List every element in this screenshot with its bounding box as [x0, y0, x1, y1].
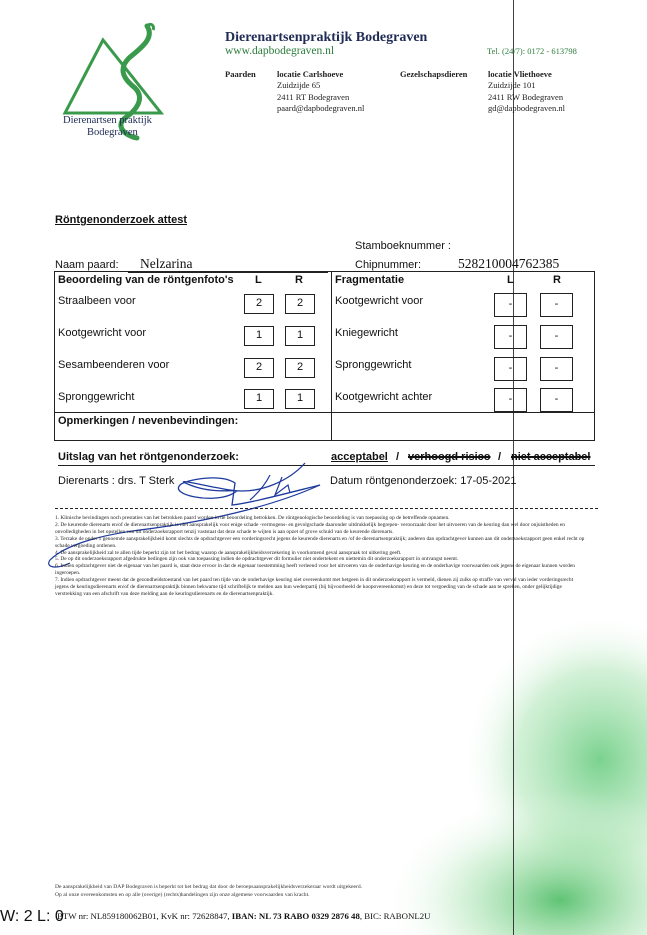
frag-kniegewricht-label: Kniegewricht	[335, 327, 398, 339]
right-col-r-header: R	[553, 274, 561, 286]
document-title: Röntgenonderzoek attest	[55, 214, 188, 226]
location-horses-category: Paarden	[225, 69, 256, 79]
frag-kootgewricht-voor-r: -	[540, 293, 573, 317]
right-table-header: Fragmentatie	[335, 274, 405, 286]
stamboek-label: Stamboeknummer :	[355, 240, 451, 252]
location-pets-email: gd@dapbodegraven.nl	[488, 102, 565, 113]
result-option-elevated: verhoogd risico	[408, 451, 491, 463]
location-pets-street: Zuidzijde 101	[488, 80, 536, 91]
scan-stray-text: W: 2 L: 0	[0, 908, 64, 925]
term-5: 5. De op dit onderzoeksrapport afgedrukte bedingen zijn ook van toepassing indien de opdrachtgever dit formulier niet ondertekent en niettemin dit onderzoeksrapport in ontvangst neemt.	[55, 556, 459, 563]
remarks-label: Opmerkingen / nevenbevindingen:	[58, 415, 239, 427]
footer-liability-line1: De aansprakelijkheid van DAP Bodegraven is beperkt tot het bedrag dat door de beroepsaansprakelijkheidsverzekeraar wordt uitgekeerd.	[55, 884, 363, 890]
result-separator-1: /	[396, 451, 400, 463]
footer-bic: , BIC: RABONL2U	[359, 911, 431, 921]
scan-fold-line	[513, 0, 514, 935]
logo-text-line1: Dierenartsen praktijk	[63, 115, 152, 126]
term-7: 7. Indien opdrachtgever meent dat de gezondheidstoestand van het paard ten tijde van de onderhavige keuring niet overeenkomt met hetgeen in dit onderzoekrapport is vermeld, dienen zij zulks op straffe van verval van ieder vorderingsrecht jegens de keuringsdierenarts en/of de dierenartsenpraktijk binnen bekwame tijd schriftelijk te melden aan hun wederpartij (bij bijvoorbeeld de koopovereenkomst) en deze tot vergoeding van de schade aan te spreken, onder gelijktijdige verstrekking van een afschrift van deze melding aan de keuringsdierenarts en de dierenartsenpraktijk.	[55, 577, 574, 597]
location-horses	[277, 69, 364, 114]
location-pets-city: 2411 RW Bodegraven	[488, 91, 564, 102]
right-col-l-header: L	[507, 274, 514, 286]
row-sesambeenderen-voor-l: 2	[244, 358, 274, 378]
row-spronggewricht-label: Spronggewricht	[58, 391, 135, 403]
result-option-not-accepted: niet acceptabel	[511, 451, 591, 463]
row-sesambeenderen-voor-label: Sesambeenderen voor	[58, 359, 170, 371]
frag-spronggewricht-label: Spronggewricht	[335, 359, 412, 371]
location-pets-category: Gezelschapsdieren	[400, 69, 468, 79]
frag-kootgewricht-achter-l: -	[494, 388, 527, 412]
row-straalbeen-voor-r: 2	[285, 294, 315, 314]
company-phone: Tel. (24/7): 0172 - 613798	[487, 46, 577, 56]
row-kootgewricht-voor-label: Kootgewricht voor	[58, 327, 147, 339]
term-1: 1. Klinische bevindingen noch prestaties van het betrokken paard worden in de beoordeling betrokken. De röntgenologische beoordeling is van toepassing op de betreffende opnamen.	[55, 515, 450, 521]
vet-label: Dierenarts : drs. T Sterk	[58, 475, 175, 487]
location-horses-street: Zuidzijde 65	[277, 80, 321, 91]
row-kootgewricht-voor-r: 1	[285, 326, 315, 346]
left-col-l-header: L	[255, 274, 262, 286]
frag-kootgewricht-achter-label: Kootgewricht achter	[335, 391, 433, 403]
frag-kootgewricht-voor-label: Kootgewricht voor	[335, 295, 424, 307]
footer-iban: IBAN: NL 73 RABO 0329 2876 48	[231, 911, 360, 921]
horse-name: Nelzarina	[140, 256, 193, 271]
xray-date: Datum röntgenonderzoek: 17-05-2021	[330, 475, 517, 487]
footer-registration	[57, 911, 430, 921]
row-spronggewricht-l: 1	[244, 389, 274, 409]
row-straalbeen-voor-l: 2	[244, 294, 274, 314]
term-6: 6. Indien opdrachtgever niet de eigenaar van het paard is, staat deze ervoor in dat de eigenaar toestemming heeft verleend voor het uitvoeren van de onderhavige keuring en de onderhavige voorwaarden ook jegens de eigenaar kunnen worden ingeroepen.	[55, 563, 575, 577]
frag-spronggewricht-l: -	[494, 357, 527, 381]
row-spronggewricht-r: 1	[285, 389, 315, 409]
location-horses-email: paard@dapbodegraven.nl	[277, 102, 365, 113]
result-label: Uitslag van het röntgenonderzoek:	[58, 451, 239, 463]
terms-list	[55, 515, 585, 598]
footer-liability-line2: Op al onze overeenkomsten en op alle (overige) (rechts)handelingen zijn onze algemene voorwaarden van kracht.	[55, 891, 310, 898]
result-option-accepted: acceptabel	[331, 451, 388, 463]
left-table-header: Beoordeling van de röntgenfoto's	[58, 274, 234, 286]
footer-registration-prefix: BTW nr: NL859180062B01, KvK nr: 72628847,	[57, 911, 230, 921]
xray-assessment-table	[54, 271, 595, 441]
frag-kniegewricht-l: -	[494, 325, 527, 349]
location-pets-name: locatie Vliethoeve	[488, 69, 552, 79]
term-3: 3. Terzake de onder 1 genoemde aansprakelijkheid komt slechts de opdrachtgever een vorderingsrecht jegens de keurende dierenarts en /of de dierenartsenpraktijk; anderen dan opdrachtgever kunnen aan dit onderzoeksrapport geen enkel recht op schade vergoeding ontlenen.	[55, 535, 585, 549]
tear-off-dashed-rule	[55, 508, 598, 509]
result-separator-2: /	[498, 451, 502, 463]
company-website: www.dapbodegraven.nl	[225, 45, 335, 57]
location-horses-city: 2411 RT Bodegraven	[277, 91, 350, 102]
frag-kniegewricht-r: -	[540, 325, 573, 349]
location-pets	[488, 69, 565, 114]
table-remarks-divider	[55, 412, 594, 413]
location-horses-name: locatie Carlshoeve	[277, 69, 344, 79]
table-vertical-divider	[331, 272, 332, 440]
footer-liability	[55, 884, 575, 899]
horse-name-label: Naam paard:	[55, 259, 119, 271]
company-logo	[55, 18, 205, 153]
frag-kootgewricht-achter-r: -	[540, 388, 573, 412]
logo-text-line2: Bodegraven	[87, 127, 138, 138]
row-sesambeenderen-voor-r: 2	[285, 358, 315, 378]
row-kootgewricht-voor-l: 1	[244, 326, 274, 346]
term-4: 4. De aansprakelijkheid zal te allen tijde beperkt zijn tot het bedrag waarop de aansprakelijkheidsverzekering in voorkomend geval aanspraak tot uitkering geeft.	[55, 549, 402, 556]
company-name: Dierenartsenpraktijk Bodegraven	[225, 30, 428, 45]
frag-kootgewricht-voor-l: -	[494, 293, 527, 317]
chip-label: Chipnummer:	[355, 259, 422, 271]
row-straalbeen-voor-label: Straalbeen voor	[58, 295, 136, 307]
chip-number: 528210004762385	[458, 256, 560, 271]
left-col-r-header: R	[295, 274, 303, 286]
frag-spronggewricht-r: -	[540, 357, 573, 381]
term-2: 2. De keurende dierenarts en/of de dierenartsenpraktijk is niet aansprakelijk voor enige schade -vermogens- en gevolgschade daaronder uitdrukkelijk begrepen- veroorzaakt door het uitvoeren van de keuring dan wel door onjuistheden en onvolledigheden in het opstellen van dit onderzoeksrapport tenzij vaststaat dat deze schade te wijten is aan opzet of grove schuld van de keurende dierenarts.	[55, 521, 565, 535]
